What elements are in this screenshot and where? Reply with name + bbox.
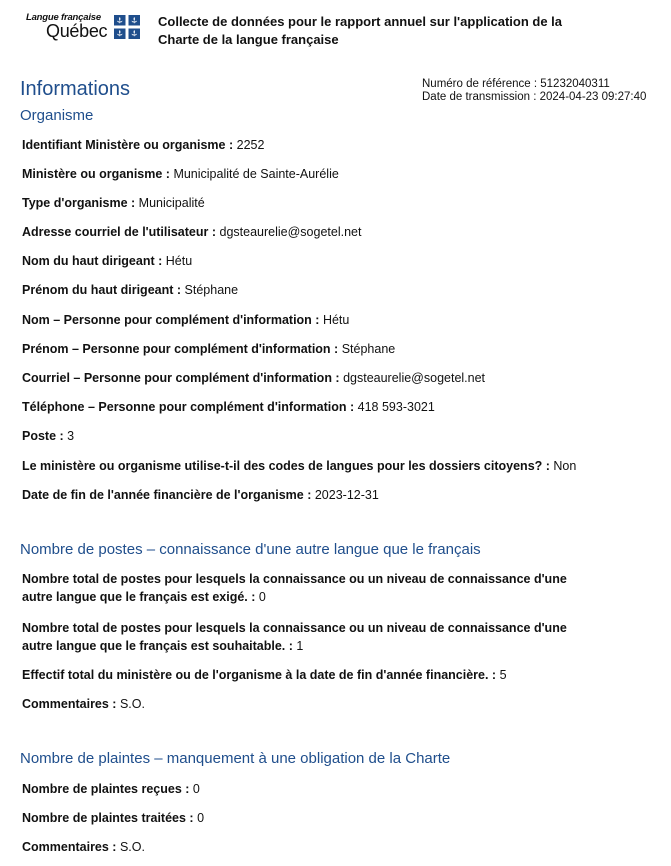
quebec-logo (26, 12, 144, 42)
section-plaintes-title: Nombre de plaintes – manquement à une obligation de la Charte (20, 750, 451, 767)
field-commentaires-plaintes: Commentaires : S.O. (22, 840, 145, 854)
field-poste: Poste : 3 (22, 429, 75, 443)
field-date-fin-annee: Date de fin de l'année financière de l'organisme : 2023-12-31 (22, 488, 379, 502)
field-identifiant: Identifiant Ministère ou organisme : 2252 (22, 138, 265, 152)
field-postes-souhaitable: Nombre total de postes pour lesquels la connaissance ou un niveau de connaissance d'une autre langue que le français est souhaitable. : 1 (22, 621, 567, 653)
section-informations-title: Informations (20, 78, 131, 100)
field-type-organisme: Type d'organisme : Municipalité (22, 196, 205, 210)
field-plaintes-traitees: Nombre de plaintes traitées : 0 (22, 811, 205, 825)
field-prenom-contact: Prénom – Personne pour complément d'information : Stéphane (22, 342, 396, 356)
field-ministere: Ministère ou organisme : Municipalité de Sainte-Aurélie (22, 167, 339, 181)
field-nom-contact: Nom – Personne pour complément d'information : Hétu (22, 313, 350, 327)
field-effectif-total: Effectif total du ministère ou de l'organisme à la date de fin d'année financière. : 5 (22, 668, 507, 682)
transmission-date: Date de transmission : 2024-04-23 09:27:40 (422, 91, 647, 103)
field-courriel-contact: Courriel – Personne pour complément d'information : dgsteaurelie@sogetel.net (22, 371, 486, 385)
fleur-de-lis-flag-icon (114, 15, 140, 39)
field-plaintes-recues: Nombre de plaintes reçues : 0 (22, 782, 200, 796)
field-commentaires-postes: Commentaires : S.O. (22, 697, 145, 711)
logo-main-text: Québec (46, 21, 108, 41)
organisme-subtitle: Organisme (20, 107, 94, 124)
field-prenom-dirigeant: Prénom du haut dirigeant : Stéphane (22, 283, 239, 297)
field-postes-exige: Nombre total de postes pour lesquels la connaissance ou un niveau de connaissance d'une autre langue que le français est exigé. : 0 (22, 572, 567, 604)
logo-top-text: Langue française (26, 12, 101, 23)
field-nom-dirigeant: Nom du haut dirigeant : Hétu (22, 254, 193, 268)
field-courriel-utilisateur: Adresse courriel de l'utilisateur : dgsteaurelie@sogetel.net (22, 225, 362, 239)
section-postes-title: Nombre de postes – connaissance d'une autre langue que le français (20, 541, 481, 558)
reference-block (422, 78, 646, 104)
document-title: Collecte de données pour le rapport annuel sur l'application de la Charte de la langue française (158, 14, 562, 47)
field-codes-langues: Le ministère ou organisme utilise-t-il des codes de langues pour les dossiers citoyens? : Non (22, 459, 577, 473)
field-telephone-contact: Téléphone – Personne pour complément d'information : 418 593-3021 (22, 400, 435, 414)
reference-number: Numéro de référence : 51232040311 (422, 78, 610, 90)
